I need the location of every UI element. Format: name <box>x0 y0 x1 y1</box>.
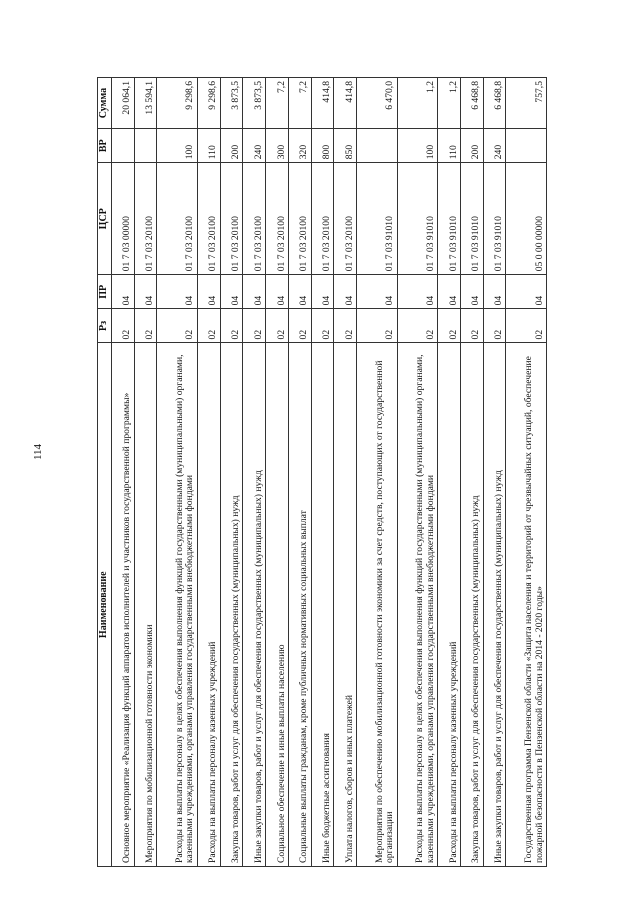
cell-vr: 110 <box>197 129 220 163</box>
cell-sum: 757,5 <box>506 78 547 129</box>
cell-pr: 04 <box>266 275 289 309</box>
table-row <box>334 78 357 867</box>
cell-pr: 04 <box>397 275 437 309</box>
cell-pr: 04 <box>197 275 220 309</box>
cell-pr: 04 <box>288 275 311 309</box>
cell-csr: 01 7 03 20100 <box>334 163 357 275</box>
cell-rz: 02 <box>506 309 547 343</box>
page-number: 114 <box>32 443 44 461</box>
cell-csr: 01 7 03 20100 <box>266 163 289 275</box>
table-row <box>438 78 461 867</box>
cell-name: Закупка товаров, работ и услуг для обеспечения государственных (муниципальных) нужд <box>220 343 243 867</box>
cell-name: Социальное обеспечение и иные выплаты населению <box>266 343 289 867</box>
cell-name: Уплата налогов, сборов и иных платежей <box>334 343 357 867</box>
cell-pr: 04 <box>111 275 134 309</box>
cell-csr: 01 7 03 91010 <box>483 163 506 275</box>
cell-vr: 800 <box>311 129 334 163</box>
cell-vr: 300 <box>266 129 289 163</box>
cell-sum: 13 594,1 <box>134 78 157 129</box>
table-row <box>288 78 311 867</box>
cell-rz: 02 <box>197 309 220 343</box>
cell-pr: 04 <box>438 275 461 309</box>
cell-csr: 01 7 03 20100 <box>288 163 311 275</box>
cell-vr: 850 <box>334 129 357 163</box>
cell-csr: 01 7 03 20100 <box>134 163 157 275</box>
cell-csr: 01 7 03 00000 <box>111 163 134 275</box>
cell-vr <box>506 129 547 163</box>
cell-name: Иные закупки товаров, работ и услуг для обеспечения государственных (муниципальных) нужд <box>243 343 266 867</box>
header-name: Наименование <box>98 343 112 867</box>
cell-sum: 414,8 <box>311 78 334 129</box>
cell-csr: 05 0 00 00000 <box>506 163 547 275</box>
cell-vr <box>111 129 134 163</box>
table-row <box>220 78 243 867</box>
cell-sum: 6 468,8 <box>460 78 483 129</box>
cell-sum: 9 298,6 <box>197 78 220 129</box>
cell-vr: 100 <box>157 129 197 163</box>
cell-vr <box>357 129 397 163</box>
cell-rz: 02 <box>134 309 157 343</box>
table-row <box>311 78 334 867</box>
cell-rz: 02 <box>111 309 134 343</box>
cell-name: Социальные выплаты гражданам, кроме публичных нормативных социальных выплат <box>288 343 311 867</box>
cell-pr: 04 <box>157 275 197 309</box>
table-row <box>266 78 289 867</box>
cell-rz: 02 <box>460 309 483 343</box>
cell-vr: 240 <box>243 129 266 163</box>
cell-vr: 110 <box>438 129 461 163</box>
cell-csr: 01 7 03 20100 <box>220 163 243 275</box>
cell-name: Расходы на выплаты персоналу в целях обеспечения выполнения функций государственными (муниципальными) органами, казенными учреждениями, органами управления государственными внебюджетными фондами <box>157 343 197 867</box>
header-csr: ЦСР <box>98 163 112 275</box>
cell-csr: 01 7 03 91010 <box>438 163 461 275</box>
table-row <box>460 78 483 867</box>
cell-rz: 02 <box>483 309 506 343</box>
header-rz: Рз <box>98 309 112 343</box>
cell-pr: 04 <box>357 275 397 309</box>
cell-sum: 1,2 <box>397 78 437 129</box>
cell-csr: 01 7 03 20100 <box>311 163 334 275</box>
table-row <box>197 78 220 867</box>
cell-pr: 04 <box>460 275 483 309</box>
cell-vr: 200 <box>460 129 483 163</box>
cell-sum: 3 873,5 <box>220 78 243 129</box>
cell-rz: 02 <box>288 309 311 343</box>
cell-csr: 01 7 03 91010 <box>357 163 397 275</box>
header-sum: Сумма <box>98 78 112 129</box>
table-row <box>134 78 157 867</box>
table-row <box>483 78 506 867</box>
cell-name: Расходы на выплаты персоналу в целях обеспечения выполнения функций государственными (муниципальными) органами, казенными учреждениями, органами управления государственными внебюджетными фондами <box>397 343 437 867</box>
cell-rz: 02 <box>357 309 397 343</box>
cell-name: Государственная программа Пензенской области «Защита населения и территорий от чрезвычайных ситуаций, обеспечение пожарной безопасности в Пензенской области на 2014 - 2020 годы» <box>506 343 547 867</box>
cell-rz: 02 <box>334 309 357 343</box>
cell-name: Иные бюджетные ассигнования <box>311 343 334 867</box>
cell-name: Мероприятия по обеспечению мобилизационной готовности экономики за счет средств, поступающих от государственной организации <box>357 343 397 867</box>
cell-pr: 04 <box>134 275 157 309</box>
cell-vr: 100 <box>397 129 437 163</box>
cell-sum: 414,8 <box>334 78 357 129</box>
cell-pr: 04 <box>220 275 243 309</box>
cell-rz: 02 <box>438 309 461 343</box>
cell-csr: 01 7 03 20100 <box>157 163 197 275</box>
cell-csr: 01 7 03 91010 <box>460 163 483 275</box>
cell-pr: 04 <box>311 275 334 309</box>
cell-name: Основное мероприятие «Реализация функций аппаратов исполнителей и участников государственной программы» <box>111 343 134 867</box>
cell-sum: 6 468,8 <box>483 78 506 129</box>
cell-sum: 20 064,1 <box>111 78 134 129</box>
cell-sum: 6 470,0 <box>357 78 397 129</box>
cell-rz: 02 <box>311 309 334 343</box>
cell-sum: 7,2 <box>266 78 289 129</box>
cell-rz: 02 <box>266 309 289 343</box>
cell-rz: 02 <box>243 309 266 343</box>
cell-csr: 01 7 03 20100 <box>197 163 220 275</box>
cell-csr: 01 7 03 20100 <box>243 163 266 275</box>
cell-sum: 7,2 <box>288 78 311 129</box>
budget-table-container <box>97 77 547 867</box>
cell-pr: 04 <box>334 275 357 309</box>
cell-rz: 02 <box>157 309 197 343</box>
table-header-row <box>98 78 112 867</box>
cell-vr: 240 <box>483 129 506 163</box>
budget-table <box>97 77 547 867</box>
header-pr: ПР <box>98 275 112 309</box>
table-row <box>357 78 397 867</box>
table-row <box>243 78 266 867</box>
cell-name: Мероприятия по мобилизационной готовности экономики <box>134 343 157 867</box>
header-vr: ВР <box>98 129 112 163</box>
cell-sum: 9 298,6 <box>157 78 197 129</box>
cell-pr: 04 <box>506 275 547 309</box>
cell-name: Закупка товаров, работ и услуг для обеспечения государственных (муниципальных) нужд <box>460 343 483 867</box>
cell-vr: 200 <box>220 129 243 163</box>
cell-name: Расходы на выплаты персоналу казенных учреждений <box>438 343 461 867</box>
table-row <box>157 78 197 867</box>
cell-rz: 02 <box>220 309 243 343</box>
cell-sum: 3 873,5 <box>243 78 266 129</box>
cell-vr: 320 <box>288 129 311 163</box>
table-row <box>111 78 134 867</box>
cell-rz: 02 <box>397 309 437 343</box>
cell-name: Иные закупки товаров, работ и услуг для обеспечения государственных (муниципальных) нужд <box>483 343 506 867</box>
cell-name: Расходы на выплаты персоналу казенных учреждений <box>197 343 220 867</box>
cell-vr <box>134 129 157 163</box>
cell-pr: 04 <box>483 275 506 309</box>
cell-csr: 01 7 03 91010 <box>397 163 437 275</box>
cell-pr: 04 <box>243 275 266 309</box>
table-row <box>506 78 547 867</box>
cell-sum: 1,2 <box>438 78 461 129</box>
table-row <box>397 78 437 867</box>
